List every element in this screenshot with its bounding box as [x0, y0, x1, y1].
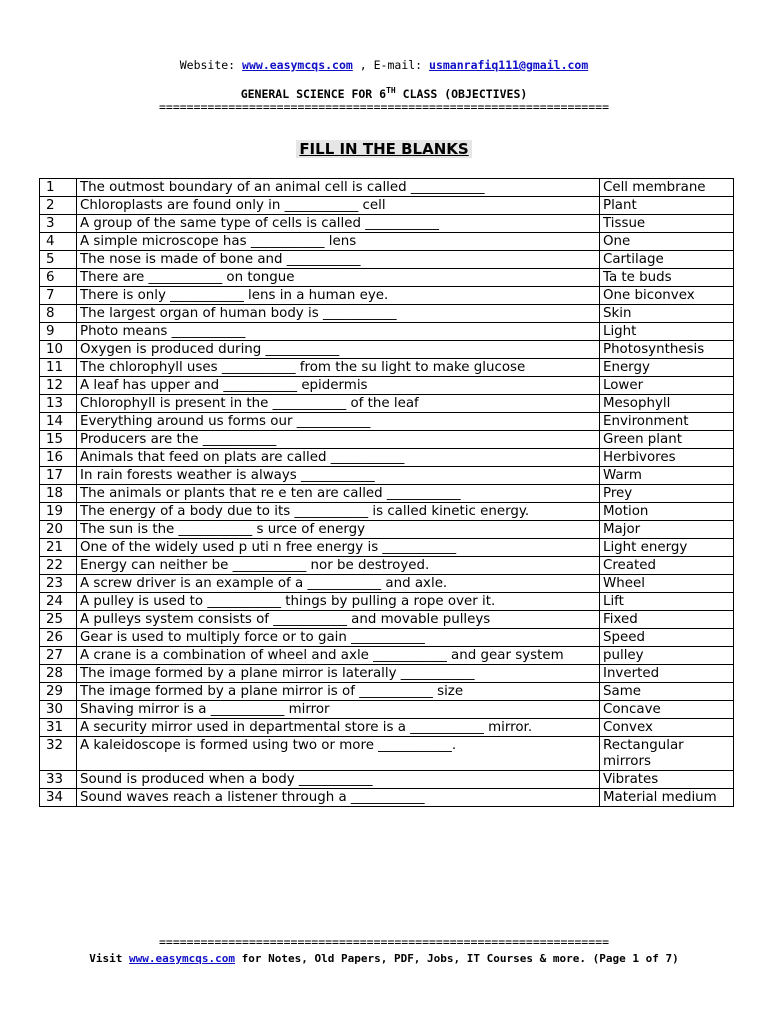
answer-text: Major	[600, 521, 734, 539]
answer-text: Herbivores	[600, 449, 734, 467]
table-row	[40, 701, 734, 719]
table-row	[40, 575, 734, 593]
question-text: A pulleys system consists of ___________ and movable pulleys	[77, 611, 600, 629]
fill-blanks-table	[39, 178, 734, 807]
question-text: Everything around us forms our ___________	[77, 413, 600, 431]
table-row	[40, 413, 734, 431]
question-number: 24	[40, 593, 77, 611]
footer-tail: for Notes, Old Papers, PDF, Jobs, IT Courses & more. (Page 1 of 7)	[241, 952, 679, 965]
answer-text: Environment	[600, 413, 734, 431]
table-row	[40, 287, 734, 305]
footer-visit-label: Visit	[89, 952, 123, 965]
question-text: There is only ___________ lens in a human eye.	[77, 287, 600, 305]
answer-text: Fixed	[600, 611, 734, 629]
footer-line	[0, 952, 768, 965]
table-row	[40, 341, 734, 359]
question-text: In rain forests weather is always ___________	[77, 467, 600, 485]
question-text: A security mirror used in departmental store is a ___________ mirror.	[77, 719, 600, 737]
table-row	[40, 593, 734, 611]
question-text: A group of the same type of cells is called ___________	[77, 215, 600, 233]
question-text: Animals that feed on plats are called ___________	[77, 449, 600, 467]
question-number: 28	[40, 665, 77, 683]
table-row	[40, 521, 734, 539]
question-number: 9	[40, 323, 77, 341]
question-number: 12	[40, 377, 77, 395]
answer-text: Speed	[600, 629, 734, 647]
question-number: 15	[40, 431, 77, 449]
question-number: 1	[40, 179, 77, 197]
question-number: 31	[40, 719, 77, 737]
question-number: 20	[40, 521, 77, 539]
answer-text: Created	[600, 557, 734, 575]
question-number: 3	[40, 215, 77, 233]
question-text: A crane is a combination of wheel and axle ___________ and gear system	[77, 647, 600, 665]
answer-text: Inverted	[600, 665, 734, 683]
question-number: 27	[40, 647, 77, 665]
section-title-text: FILL IN THE BLANKS	[296, 140, 471, 158]
table-row	[40, 719, 734, 737]
table-row	[40, 305, 734, 323]
table-row	[40, 395, 734, 413]
table-row	[40, 323, 734, 341]
table-row	[40, 485, 734, 503]
question-text: Energy can neither be ___________ nor be destroyed.	[77, 557, 600, 575]
table-row	[40, 251, 734, 269]
course-title-pre: GENERAL SCIENCE FOR 6	[240, 86, 387, 101]
answer-text: Same	[600, 683, 734, 701]
question-text: Shaving mirror is a ___________ mirror	[77, 701, 600, 719]
separator: ,	[359, 58, 374, 72]
answer-text: Motion	[600, 503, 734, 521]
question-number: 7	[40, 287, 77, 305]
website-label: Website:	[179, 58, 236, 72]
course-title-sup: TH	[386, 86, 396, 95]
question-number: 26	[40, 629, 77, 647]
question-number: 32	[40, 737, 77, 771]
table-row	[40, 233, 734, 251]
question-text: Sound waves reach a listener through a ___________	[77, 789, 600, 807]
question-number: 17	[40, 467, 77, 485]
question-number: 21	[40, 539, 77, 557]
question-number: 29	[40, 683, 77, 701]
question-text: A leaf has upper and ___________ epidermis	[77, 377, 600, 395]
answer-text: Warm	[600, 467, 734, 485]
answer-text: Cartilage	[600, 251, 734, 269]
question-text: Chloroplasts are found only in ___________ cell	[77, 197, 600, 215]
answer-text: Rectangular mirrors	[600, 737, 734, 771]
answer-text: Lift	[600, 593, 734, 611]
answer-text: pulley	[600, 647, 734, 665]
table-row	[40, 503, 734, 521]
answer-text: Material medium	[600, 789, 734, 807]
answer-text: Mesophyll	[600, 395, 734, 413]
question-text: The nose is made of bone and ___________	[77, 251, 600, 269]
section-title	[0, 139, 768, 158]
question-text: The energy of a body due to its ___________ is called kinetic energy.	[77, 503, 600, 521]
question-text: Chlorophyll is present in the ___________ of the leaf	[77, 395, 600, 413]
table-row	[40, 683, 734, 701]
answer-text: Wheel	[600, 575, 734, 593]
question-number: 2	[40, 197, 77, 215]
table-row	[40, 269, 734, 287]
question-number: 14	[40, 413, 77, 431]
question-text: The image formed by a plane mirror is laterally ___________	[77, 665, 600, 683]
contact-line	[0, 58, 768, 72]
answer-text: Convex	[600, 719, 734, 737]
table-row	[40, 557, 734, 575]
table-row	[40, 467, 734, 485]
table-row	[40, 377, 734, 395]
question-text: The animals or plants that re e ten are called ___________	[77, 485, 600, 503]
question-number: 10	[40, 341, 77, 359]
table-row	[40, 431, 734, 449]
question-text: There are ___________ on tongue	[77, 269, 600, 287]
question-text: The outmost boundary of an animal cell is called ___________	[77, 179, 600, 197]
question-text: The chlorophyll uses ___________ from the su light to make glucose	[77, 359, 600, 377]
answer-text: Concave	[600, 701, 734, 719]
answer-text: One	[600, 233, 734, 251]
email-label: E-mail:	[373, 58, 423, 72]
question-number: 33	[40, 771, 77, 789]
email-link[interactable]: usmanrafiq111@gmail.com	[429, 58, 589, 72]
question-number: 23	[40, 575, 77, 593]
question-number: 25	[40, 611, 77, 629]
question-text: Oxygen is produced during ___________	[77, 341, 600, 359]
question-number: 5	[40, 251, 77, 269]
question-text: Photo means ___________	[77, 323, 600, 341]
course-title-post: CLASS (OBJECTIVES)	[402, 86, 528, 101]
table-row	[40, 771, 734, 789]
question-number: 6	[40, 269, 77, 287]
table-body	[40, 179, 734, 807]
question-number: 18	[40, 485, 77, 503]
answer-text: Light	[600, 323, 734, 341]
table-row	[40, 215, 734, 233]
website-link[interactable]: www.easymcqs.com	[242, 58, 353, 72]
question-number: 16	[40, 449, 77, 467]
question-number: 30	[40, 701, 77, 719]
answer-text: Green plant	[600, 431, 734, 449]
answer-text: Tissue	[600, 215, 734, 233]
table-row	[40, 359, 734, 377]
question-text: A screw driver is an example of a ___________ and axle.	[77, 575, 600, 593]
table-row	[40, 647, 734, 665]
answer-text: Vibrates	[600, 771, 734, 789]
answer-text: Energy	[600, 359, 734, 377]
question-number: 22	[40, 557, 77, 575]
table-row	[40, 197, 734, 215]
table-row	[40, 789, 734, 807]
question-number: 13	[40, 395, 77, 413]
answer-text: Light energy	[600, 539, 734, 557]
answer-text: Prey	[600, 485, 734, 503]
question-text: Sound is produced when a body ___________	[77, 771, 600, 789]
table-row	[40, 179, 734, 197]
question-text: The sun is the ___________ s urce of energy	[77, 521, 600, 539]
answer-text: Skin	[600, 305, 734, 323]
table-row	[40, 539, 734, 557]
footer-website-link[interactable]: www.easymcqs.com	[129, 952, 235, 965]
question-text: One of the widely used p uti n free energy is ___________	[77, 539, 600, 557]
question-text: A pulley is used to ___________ things by pulling a rope over it.	[77, 593, 600, 611]
question-text: The image formed by a plane mirror is of ___________ size	[77, 683, 600, 701]
course-title	[0, 86, 768, 101]
footer-rule: =================================================================	[158, 935, 610, 949]
question-number: 34	[40, 789, 77, 807]
answer-text: One biconvex	[600, 287, 734, 305]
question-number: 19	[40, 503, 77, 521]
question-number: 4	[40, 233, 77, 251]
table-row	[40, 629, 734, 647]
table-row	[40, 665, 734, 683]
table-row	[40, 611, 734, 629]
question-number: 11	[40, 359, 77, 377]
table-row	[40, 737, 734, 771]
table-row	[40, 449, 734, 467]
answer-text: Photosynthesis	[600, 341, 734, 359]
answer-text: Ta te buds	[600, 269, 734, 287]
answer-text: Plant	[600, 197, 734, 215]
question-text: The largest organ of human body is ___________	[77, 305, 600, 323]
question-text: A simple microscope has ___________ lens	[77, 233, 600, 251]
answer-text: Cell membrane	[600, 179, 734, 197]
header-rule: =================================================================	[158, 100, 610, 114]
question-text: A kaleidoscope is formed using two or more ___________.	[77, 737, 600, 771]
question-text: Producers are the ___________	[77, 431, 600, 449]
question-text: Gear is used to multiply force or to gain ___________	[77, 629, 600, 647]
question-number: 8	[40, 305, 77, 323]
answer-text: Lower	[600, 377, 734, 395]
